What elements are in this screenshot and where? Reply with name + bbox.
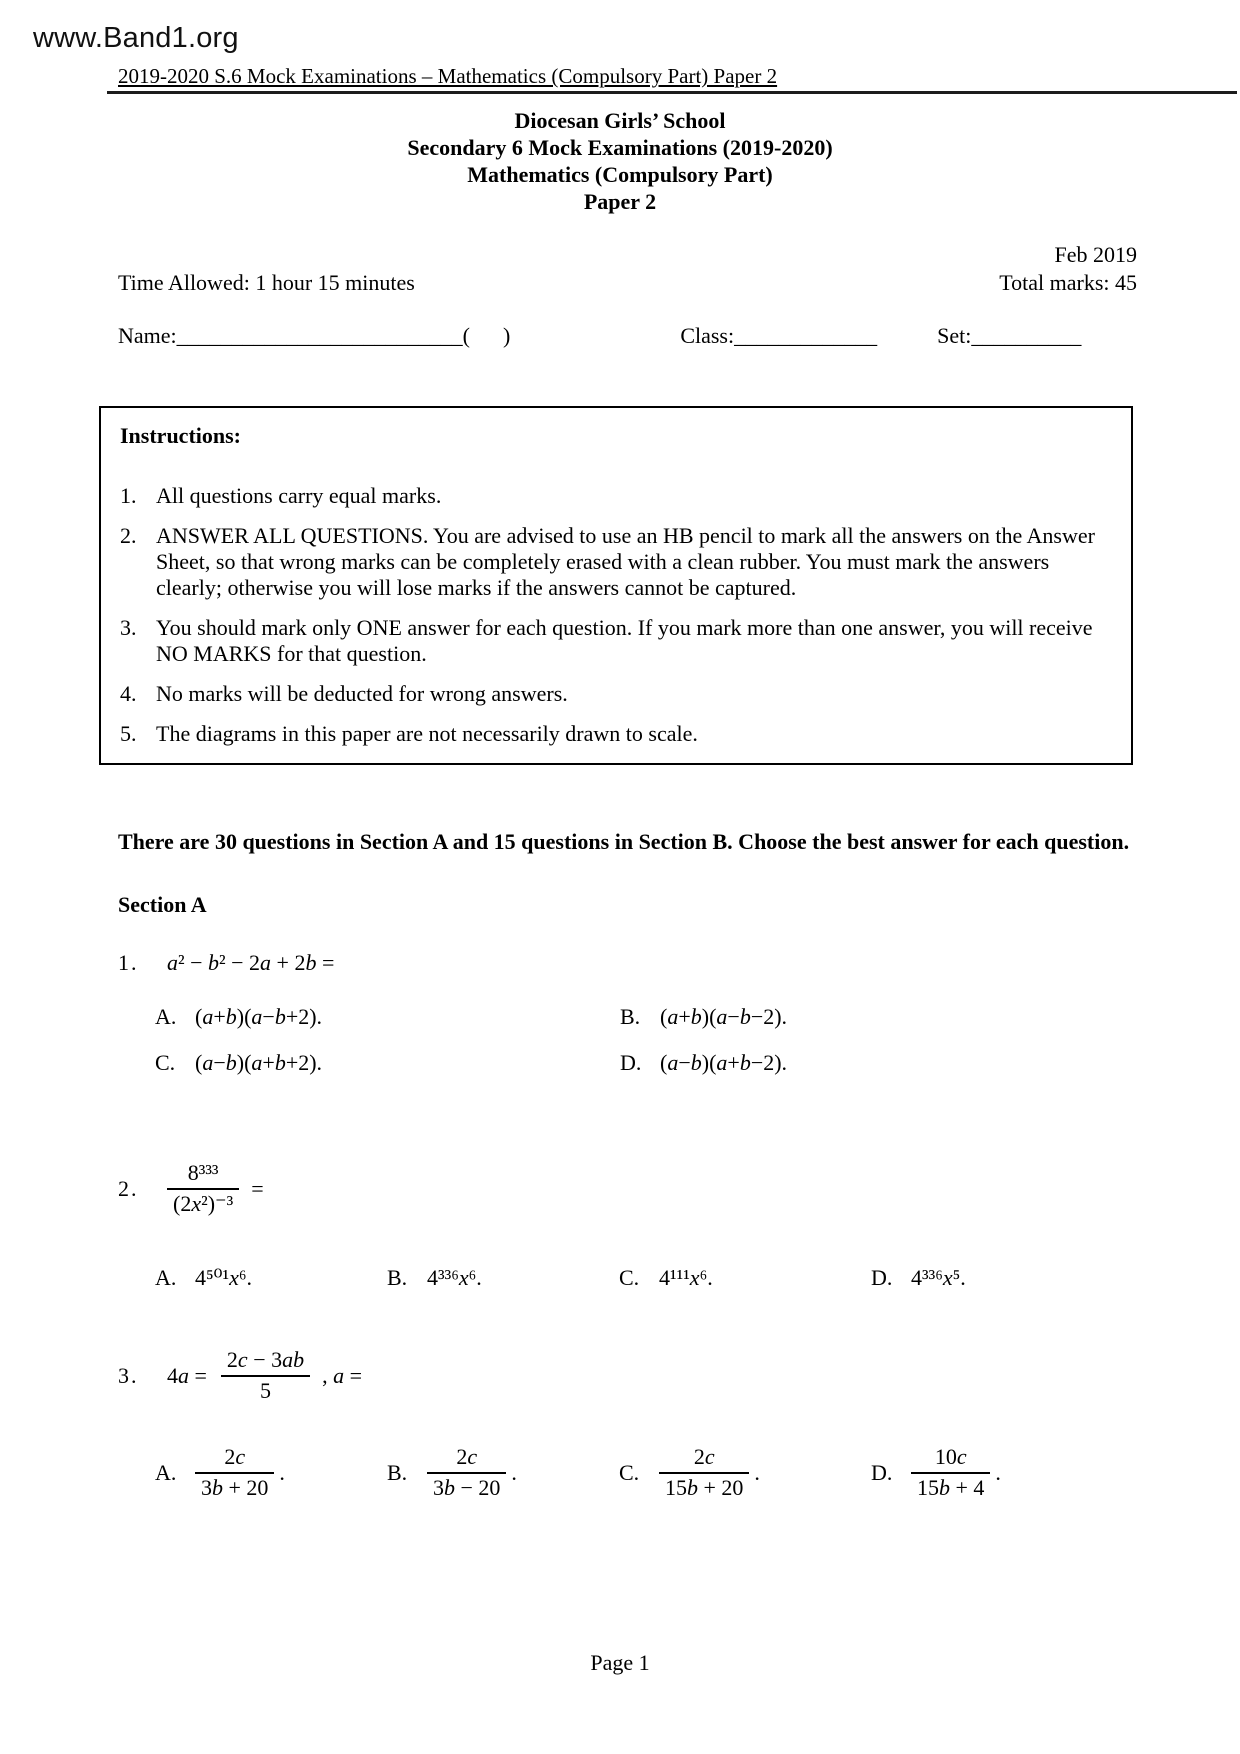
option-text: 4³³⁶x⁵. bbox=[911, 1265, 966, 1290]
name-field bbox=[118, 322, 510, 350]
option-label: C. bbox=[155, 1050, 176, 1075]
instruction-text: The diagrams in this paper are not necessarily drawn to scale. bbox=[156, 721, 698, 746]
option-text: 4¹¹¹x⁶. bbox=[659, 1265, 713, 1290]
option-label: B. bbox=[387, 1265, 408, 1290]
total-marks: Total marks: 45 bbox=[999, 270, 1137, 295]
exam-meta bbox=[118, 242, 1137, 296]
option-a bbox=[155, 1265, 387, 1291]
site-logo: www.Band1.org bbox=[33, 22, 239, 54]
instruction-item bbox=[120, 681, 1111, 707]
option-label: A. bbox=[155, 1265, 177, 1290]
question-3-options bbox=[155, 1444, 1240, 1501]
paper-title: Paper 2 bbox=[583, 189, 657, 214]
question-3-prefix: 4a = bbox=[167, 1362, 207, 1388]
notice-paragraph: There are 30 questions in Section A and 15 questions in Section B. Choose the best answer for each question. bbox=[118, 829, 1130, 854]
question-3-suffix: , a = bbox=[322, 1362, 363, 1388]
option-d bbox=[871, 1265, 1240, 1291]
option-period: . bbox=[995, 1459, 1001, 1485]
name-paren: ( ) bbox=[462, 323, 511, 348]
instruction-text: All questions carry equal marks. bbox=[156, 483, 442, 508]
option-label: D. bbox=[871, 1265, 893, 1290]
option-period: . bbox=[754, 1459, 760, 1485]
option-label: C. bbox=[619, 1265, 640, 1290]
option-label: B. bbox=[620, 1004, 641, 1029]
subject-title: Mathematics (Compulsory Part) bbox=[467, 162, 773, 187]
option-b bbox=[620, 1002, 1240, 1032]
option-c bbox=[619, 1265, 871, 1291]
option-text: (a−b)(a+b+2). bbox=[195, 1050, 323, 1075]
fraction-denominator: (2x²)⁻³ bbox=[173, 1191, 234, 1216]
question-2-options bbox=[155, 1265, 1240, 1291]
instruction-item bbox=[120, 721, 1111, 747]
fraction-denominator: 15b + 4 bbox=[917, 1475, 985, 1500]
option-c bbox=[619, 1444, 871, 1501]
fraction-numerator: 10c bbox=[911, 1444, 990, 1474]
option-fraction bbox=[659, 1444, 749, 1501]
option-fraction bbox=[427, 1444, 506, 1501]
option-a bbox=[155, 1444, 387, 1501]
option-text: (a−b)(a+b−2). bbox=[660, 1050, 788, 1075]
class-blank-line: _____________ bbox=[734, 323, 878, 348]
name-blank-line: __________________________ bbox=[176, 323, 463, 348]
option-fraction bbox=[911, 1444, 990, 1501]
question-2-number: 2. bbox=[118, 1175, 139, 1201]
fraction-numerator: 2c bbox=[659, 1444, 749, 1474]
set-field bbox=[937, 322, 1081, 350]
school-name: Diocesan Girls’ School bbox=[514, 108, 726, 133]
question-1 bbox=[118, 950, 1240, 976]
option-period: . bbox=[279, 1459, 285, 1485]
instruction-item bbox=[120, 615, 1111, 667]
question-2 bbox=[118, 1160, 1240, 1217]
page-number: Page 1 bbox=[590, 1650, 650, 1675]
class-label: Class: bbox=[680, 323, 735, 348]
instruction-number: 3. bbox=[120, 615, 137, 640]
name-label: Name: bbox=[118, 323, 177, 348]
option-d bbox=[620, 1048, 1240, 1078]
option-b bbox=[387, 1444, 619, 1501]
option-label: D. bbox=[871, 1459, 893, 1485]
instruction-item bbox=[120, 523, 1111, 601]
section-a-heading: Section A bbox=[118, 892, 207, 917]
fraction-numerator: 2c bbox=[195, 1444, 274, 1474]
instructions-heading: Instructions: bbox=[120, 423, 242, 448]
instruction-text: No marks will be deducted for wrong answers. bbox=[156, 681, 568, 706]
running-header-text: 2019-2020 S.6 Mock Examinations – Mathematics (Compulsory Part) Paper 2 bbox=[118, 64, 778, 88]
option-label: B. bbox=[387, 1459, 408, 1485]
exam-title: Secondary 6 Mock Examinations (2019-2020) bbox=[407, 135, 833, 160]
instruction-number: 4. bbox=[120, 681, 137, 706]
option-label: D. bbox=[620, 1050, 642, 1075]
question-1-expression: a² − b² − 2a + 2b = bbox=[167, 950, 335, 975]
option-a bbox=[155, 1002, 620, 1032]
option-period: . bbox=[511, 1459, 517, 1485]
class-field bbox=[680, 322, 877, 350]
question-1-number: 1. bbox=[118, 950, 139, 975]
exam-date: Feb 2019 bbox=[1054, 242, 1137, 267]
option-text: 4⁵⁰¹x⁶. bbox=[195, 1265, 253, 1290]
set-label: Set: bbox=[937, 323, 972, 348]
fraction-denominator: 15b + 20 bbox=[665, 1475, 744, 1500]
question-2-equals: = bbox=[251, 1175, 264, 1201]
option-label: A. bbox=[155, 1459, 177, 1485]
title-block bbox=[0, 107, 1240, 215]
question-3-number: 3. bbox=[118, 1362, 139, 1388]
option-d bbox=[871, 1444, 1240, 1501]
option-text: (a+b)(a−b+2). bbox=[195, 1004, 323, 1029]
option-text: 4³³⁶x⁶. bbox=[427, 1265, 482, 1290]
meta-row bbox=[118, 270, 1137, 296]
fraction-numerator: 8³³³ bbox=[167, 1160, 239, 1190]
question-3 bbox=[118, 1347, 1240, 1404]
instruction-item bbox=[120, 483, 1111, 509]
option-label: C. bbox=[619, 1459, 640, 1485]
question-1-options bbox=[155, 1002, 1240, 1078]
option-b bbox=[387, 1265, 619, 1291]
instruction-number: 2. bbox=[120, 523, 137, 548]
fraction-denominator: 3b − 20 bbox=[433, 1475, 501, 1500]
option-c bbox=[155, 1048, 620, 1078]
fraction-numerator: 2c bbox=[427, 1444, 506, 1474]
time-allowed: Time Allowed: 1 hour 15 minutes bbox=[118, 270, 415, 295]
instructions-box bbox=[99, 406, 1133, 765]
option-text: (a+b)(a−b−2). bbox=[660, 1004, 788, 1029]
instruction-number: 1. bbox=[120, 483, 137, 508]
instruction-number: 5. bbox=[120, 721, 137, 746]
question-3-fraction bbox=[221, 1347, 310, 1404]
option-fraction bbox=[195, 1444, 274, 1501]
instruction-text: ANSWER ALL QUESTIONS. You are advised to use an HB pencil to mark all the answers on the Answer Sheet, so that wrong marks can be completely erased with a clean rubber. You must mark the answers clearly; otherwise you will lose marks if the answers cannot be captured. bbox=[156, 523, 1095, 600]
set-blank-line: __________ bbox=[971, 323, 1082, 348]
running-header bbox=[107, 64, 1237, 94]
fraction-denominator: 5 bbox=[260, 1378, 272, 1403]
fraction-denominator: 3b + 20 bbox=[201, 1475, 269, 1500]
option-label: A. bbox=[155, 1004, 177, 1029]
question-2-fraction bbox=[167, 1160, 239, 1217]
fraction-numerator: 2c − 3ab bbox=[221, 1347, 310, 1377]
instruction-text: You should mark only ONE answer for each question. If you mark more than one answer, you will receive NO MARKS for that question. bbox=[156, 615, 1093, 666]
student-info-row bbox=[118, 322, 1240, 350]
